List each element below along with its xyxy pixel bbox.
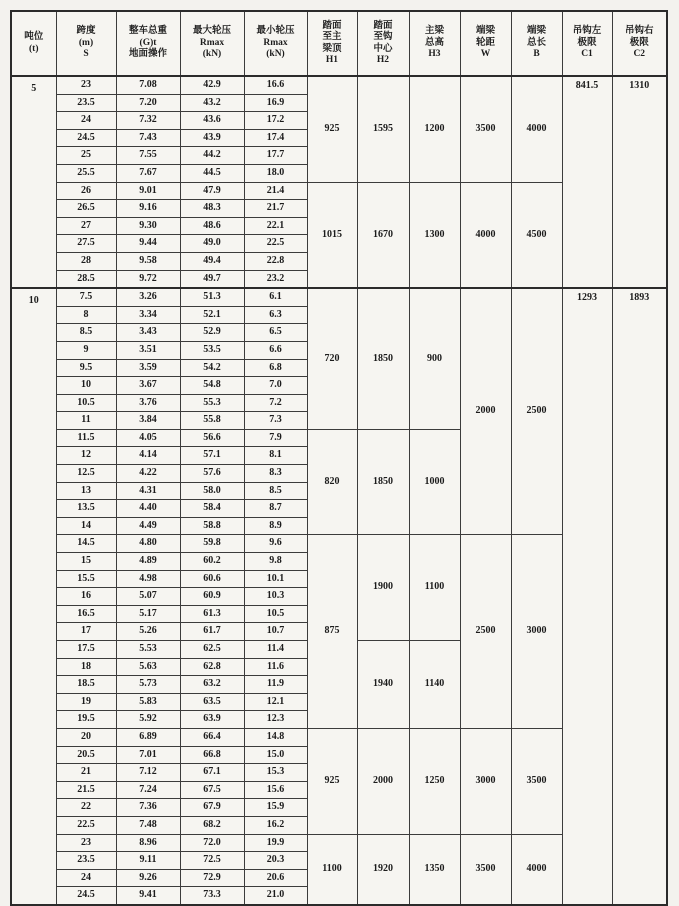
column-header-max-wheel-load: [180, 11, 244, 76]
column-header-min-wheel-load: [244, 11, 307, 76]
total-weight-value: 9.41: [116, 887, 180, 905]
column-header-h2: [357, 11, 409, 76]
max-wheel-load-value: 51.3: [180, 288, 244, 306]
w-value: 3000: [460, 728, 511, 834]
c2-value: 1893: [612, 288, 667, 905]
min-wheel-load-value: 16.2: [244, 816, 307, 834]
max-wheel-load-value: 67.9: [180, 799, 244, 817]
span-value: 13: [56, 482, 116, 500]
table-row: [11, 288, 667, 306]
min-wheel-load-value: 7.2: [244, 394, 307, 412]
max-wheel-load-value: 43.9: [180, 129, 244, 147]
total-weight-value: 3.34: [116, 306, 180, 324]
total-weight-value: 7.24: [116, 781, 180, 799]
header-line: 梁顶: [322, 43, 342, 54]
span-value: 16: [56, 588, 116, 606]
span-value: 27.5: [56, 235, 116, 253]
min-wheel-load-value: 8.3: [244, 465, 307, 483]
total-weight-value: 7.36: [116, 799, 180, 817]
c2-value: 1310: [612, 76, 667, 288]
total-weight-value: 9.01: [116, 182, 180, 200]
h3-value: 1250: [409, 728, 460, 834]
span-value: 18.5: [56, 676, 116, 694]
max-wheel-load-value: 43.6: [180, 112, 244, 130]
max-wheel-load-value: 72.0: [180, 834, 244, 852]
total-weight-value: 4.31: [116, 482, 180, 500]
b-value: 3500: [511, 728, 562, 834]
max-wheel-load-value: 52.1: [180, 306, 244, 324]
min-wheel-load-value: 20.3: [244, 852, 307, 870]
header-line: (kN): [266, 49, 285, 60]
header-line: W: [480, 49, 491, 60]
min-wheel-load-value: 6.5: [244, 324, 307, 342]
max-wheel-load-value: 73.3: [180, 887, 244, 905]
total-weight-value: 4.14: [116, 447, 180, 465]
max-wheel-load-value: 55.8: [180, 412, 244, 430]
min-wheel-load-value: 7.0: [244, 377, 307, 395]
header-line: Rmax: [199, 37, 225, 48]
min-wheel-load-value: 21.7: [244, 200, 307, 218]
total-weight-value: 7.43: [116, 129, 180, 147]
span-value: 17.5: [56, 641, 116, 659]
max-wheel-load-value: 54.8: [180, 377, 244, 395]
header-line: 总高: [424, 37, 444, 48]
total-weight-value: 9.44: [116, 235, 180, 253]
min-wheel-load-value: 6.8: [244, 359, 307, 377]
span-value: 8: [56, 306, 116, 324]
span-value: 9: [56, 341, 116, 359]
min-wheel-load-value: 22.5: [244, 235, 307, 253]
span-value: 10.5: [56, 394, 116, 412]
min-wheel-load-value: 6.1: [244, 288, 307, 306]
header-line: C2: [633, 49, 646, 60]
total-weight-value: 7.55: [116, 147, 180, 165]
min-wheel-load-value: 23.2: [244, 270, 307, 288]
column-header-b: [511, 11, 562, 76]
min-wheel-load-value: 16.9: [244, 94, 307, 112]
min-wheel-load-value: 11.6: [244, 658, 307, 676]
h3-value: 1300: [409, 182, 460, 288]
min-wheel-load-value: 15.9: [244, 799, 307, 817]
total-weight-value: 3.26: [116, 288, 180, 306]
total-weight-value: 7.20: [116, 94, 180, 112]
total-weight-value: 3.84: [116, 412, 180, 430]
min-wheel-load-value: 19.9: [244, 834, 307, 852]
header-line: 极限: [629, 37, 649, 48]
span-value: 19: [56, 693, 116, 711]
span-value: 14: [56, 517, 116, 535]
header-line: H3: [428, 49, 441, 60]
max-wheel-load-value: 59.8: [180, 535, 244, 553]
span-value: 7.5: [56, 288, 116, 306]
header-line: 踏面: [373, 20, 393, 31]
span-value: 21.5: [56, 781, 116, 799]
total-weight-value: 5.07: [116, 588, 180, 606]
span-value: 24: [56, 869, 116, 887]
max-wheel-load-value: 60.9: [180, 588, 244, 606]
h1-value: 1100: [307, 834, 357, 905]
header-line: 跨度: [76, 26, 96, 37]
h2-value: 1850: [357, 429, 409, 535]
min-wheel-load-value: 7.9: [244, 429, 307, 447]
header-row: [11, 11, 667, 76]
span-value: 25.5: [56, 164, 116, 182]
b-value: 4000: [511, 76, 562, 182]
max-wheel-load-value: 68.2: [180, 816, 244, 834]
total-weight-value: 5.73: [116, 676, 180, 694]
max-wheel-load-value: 72.5: [180, 852, 244, 870]
min-wheel-load-value: 15.3: [244, 764, 307, 782]
min-wheel-load-value: 9.8: [244, 553, 307, 571]
max-wheel-load-value: 63.9: [180, 711, 244, 729]
max-wheel-load-value: 62.5: [180, 641, 244, 659]
total-weight-value: 4.49: [116, 517, 180, 535]
w-value: 3500: [460, 834, 511, 905]
span-value: 11: [56, 412, 116, 430]
max-wheel-load-value: 49.7: [180, 270, 244, 288]
min-wheel-load-value: 6.3: [244, 306, 307, 324]
span-value: 24.5: [56, 129, 116, 147]
max-wheel-load-value: 43.2: [180, 94, 244, 112]
total-weight-value: 4.22: [116, 465, 180, 483]
span-value: 18: [56, 658, 116, 676]
span-value: 15.5: [56, 570, 116, 588]
total-weight-value: 7.08: [116, 76, 180, 94]
span-value: 28: [56, 252, 116, 270]
max-wheel-load-value: 62.8: [180, 658, 244, 676]
header-line: Rmax: [263, 37, 288, 48]
max-wheel-load-value: 58.4: [180, 500, 244, 518]
span-value: 26: [56, 182, 116, 200]
span-value: 12: [56, 447, 116, 465]
h3-value: 1200: [409, 76, 460, 182]
min-wheel-load-value: 12.1: [244, 693, 307, 711]
max-wheel-load-value: 48.3: [180, 200, 244, 218]
total-weight-value: 4.40: [116, 500, 180, 518]
max-wheel-load-value: 57.6: [180, 465, 244, 483]
max-wheel-load-value: 55.3: [180, 394, 244, 412]
span-value: 26.5: [56, 200, 116, 218]
span-value: 23.5: [56, 852, 116, 870]
column-header-tonnage: [11, 11, 56, 76]
span-value: 22: [56, 799, 116, 817]
column-header-h1: [307, 11, 357, 76]
span-value: 24: [56, 112, 116, 130]
total-weight-value: 7.12: [116, 764, 180, 782]
span-value: 15: [56, 553, 116, 571]
total-weight-value: 5.92: [116, 711, 180, 729]
header-line: 最小轮压: [256, 26, 295, 37]
h1-value: 925: [307, 728, 357, 834]
min-wheel-load-value: 22.1: [244, 217, 307, 235]
max-wheel-load-value: 52.9: [180, 324, 244, 342]
min-wheel-load-value: 7.3: [244, 412, 307, 430]
total-weight-value: 3.67: [116, 377, 180, 395]
total-weight-value: 7.01: [116, 746, 180, 764]
max-wheel-load-value: 48.6: [180, 217, 244, 235]
max-wheel-load-value: 63.5: [180, 693, 244, 711]
total-weight-value: 4.05: [116, 429, 180, 447]
header-line: 轮距: [475, 37, 495, 48]
header-line: S: [83, 49, 89, 60]
max-wheel-load-value: 66.8: [180, 746, 244, 764]
min-wheel-load-value: 22.8: [244, 252, 307, 270]
w-value: 3500: [460, 76, 511, 182]
span-value: 22.5: [56, 816, 116, 834]
max-wheel-load-value: 61.3: [180, 605, 244, 623]
span-value: 23: [56, 834, 116, 852]
b-value: 4500: [511, 182, 562, 288]
tonnage-value: 10: [11, 288, 56, 905]
h2-value: 1850: [357, 288, 409, 429]
total-weight-value: 9.26: [116, 869, 180, 887]
c1-value: 1293: [562, 288, 612, 905]
total-weight-value: 5.63: [116, 658, 180, 676]
w-value: 2500: [460, 535, 511, 729]
spec-table-body: [11, 76, 667, 905]
max-wheel-load-value: 58.0: [180, 482, 244, 500]
min-wheel-load-value: 21.4: [244, 182, 307, 200]
h2-value: 1900: [357, 535, 409, 641]
total-weight-value: 6.89: [116, 728, 180, 746]
max-wheel-load-value: 49.0: [180, 235, 244, 253]
span-value: 12.5: [56, 465, 116, 483]
max-wheel-load-value: 54.2: [180, 359, 244, 377]
crane-spec-table: [10, 10, 668, 906]
total-weight-value: 9.16: [116, 200, 180, 218]
tonnage-value: 5: [11, 76, 56, 288]
h2-value: 2000: [357, 728, 409, 834]
total-weight-value: 5.83: [116, 693, 180, 711]
header-line: B: [533, 49, 540, 60]
min-wheel-load-value: 20.6: [244, 869, 307, 887]
total-weight-value: 5.26: [116, 623, 180, 641]
span-value: 16.5: [56, 605, 116, 623]
span-value: 19.5: [56, 711, 116, 729]
w-value: 2000: [460, 288, 511, 535]
h1-value: 1015: [307, 182, 357, 288]
min-wheel-load-value: 6.6: [244, 341, 307, 359]
span-value: 17: [56, 623, 116, 641]
span-value: 11.5: [56, 429, 116, 447]
span-value: 23: [56, 76, 116, 94]
span-value: 13.5: [56, 500, 116, 518]
total-weight-value: 3.59: [116, 359, 180, 377]
header-line: 至主: [322, 32, 342, 42]
min-wheel-load-value: 18.0: [244, 164, 307, 182]
max-wheel-load-value: 63.2: [180, 676, 244, 694]
max-wheel-load-value: 56.6: [180, 429, 244, 447]
total-weight-value: 9.11: [116, 852, 180, 870]
total-weight-value: 5.17: [116, 605, 180, 623]
total-weight-value: 7.32: [116, 112, 180, 130]
h2-value: 1595: [357, 76, 409, 182]
span-value: 21: [56, 764, 116, 782]
min-wheel-load-value: 8.1: [244, 447, 307, 465]
min-wheel-load-value: 15.0: [244, 746, 307, 764]
header-line: 至钩: [373, 32, 393, 42]
min-wheel-load-value: 17.7: [244, 147, 307, 165]
b-value: 2500: [511, 288, 562, 535]
total-weight-value: 9.72: [116, 270, 180, 288]
min-wheel-load-value: 12.3: [244, 711, 307, 729]
span-value: 28.5: [56, 270, 116, 288]
max-wheel-load-value: 61.7: [180, 623, 244, 641]
span-value: 24.5: [56, 887, 116, 905]
header-line: 主梁: [424, 26, 444, 37]
h1-value: 720: [307, 288, 357, 429]
header-line: 地面操作: [128, 49, 167, 60]
max-wheel-load-value: 58.8: [180, 517, 244, 535]
h2-value: 1920: [357, 834, 409, 905]
header-line: (G)t: [139, 37, 157, 48]
header-line: 最大轮压: [192, 26, 231, 37]
span-value: 20: [56, 728, 116, 746]
header-line: C1: [581, 49, 593, 60]
span-value: 9.5: [56, 359, 116, 377]
max-wheel-load-value: 44.2: [180, 147, 244, 165]
min-wheel-load-value: 10.3: [244, 588, 307, 606]
max-wheel-load-value: 47.9: [180, 182, 244, 200]
header-line: H1: [325, 55, 339, 65]
b-value: 4000: [511, 834, 562, 905]
min-wheel-load-value: 8.5: [244, 482, 307, 500]
total-weight-value: 3.76: [116, 394, 180, 412]
table-row: [11, 76, 667, 94]
header-line: 端梁: [475, 26, 495, 37]
b-value: 3000: [511, 535, 562, 729]
total-weight-value: 5.53: [116, 641, 180, 659]
min-wheel-load-value: 8.7: [244, 500, 307, 518]
spec-table-header: [11, 11, 667, 76]
header-line: 端梁: [526, 26, 546, 37]
header-line: 总长: [526, 37, 546, 48]
total-weight-value: 9.30: [116, 217, 180, 235]
column-header-w: [460, 11, 511, 76]
w-value: 4000: [460, 182, 511, 288]
h2-value: 1670: [357, 182, 409, 288]
column-header-total-weight: [116, 11, 180, 76]
max-wheel-load-value: 44.5: [180, 164, 244, 182]
total-weight-value: 9.58: [116, 252, 180, 270]
max-wheel-load-value: 53.5: [180, 341, 244, 359]
h3-value: 1000: [409, 429, 460, 535]
span-value: 27: [56, 217, 116, 235]
header-line: 极限: [577, 37, 597, 48]
h3-value: 1140: [409, 641, 460, 729]
span-value: 14.5: [56, 535, 116, 553]
min-wheel-load-value: 8.9: [244, 517, 307, 535]
max-wheel-load-value: 60.6: [180, 570, 244, 588]
max-wheel-load-value: 60.2: [180, 553, 244, 571]
span-value: 10: [56, 377, 116, 395]
header-line: 吊钩左: [572, 26, 602, 37]
header-line: H2: [376, 55, 390, 65]
h1-value: 875: [307, 535, 357, 729]
header-line: (t): [29, 43, 39, 54]
max-wheel-load-value: 42.9: [180, 76, 244, 94]
max-wheel-load-value: 67.5: [180, 781, 244, 799]
column-header-c1: [562, 11, 612, 76]
min-wheel-load-value: 16.6: [244, 76, 307, 94]
max-wheel-load-value: 66.4: [180, 728, 244, 746]
min-wheel-load-value: 21.0: [244, 887, 307, 905]
min-wheel-load-value: 10.1: [244, 570, 307, 588]
span-value: 25: [56, 147, 116, 165]
min-wheel-load-value: 11.4: [244, 641, 307, 659]
total-weight-value: 7.48: [116, 816, 180, 834]
min-wheel-load-value: 17.4: [244, 129, 307, 147]
h3-value: 1100: [409, 535, 460, 641]
h3-value: 1350: [409, 834, 460, 905]
min-wheel-load-value: 15.6: [244, 781, 307, 799]
total-weight-value: 7.67: [116, 164, 180, 182]
total-weight-value: 4.98: [116, 570, 180, 588]
c1-value: 841.5: [562, 76, 612, 288]
header-line: 中心: [373, 43, 393, 54]
max-wheel-load-value: 67.1: [180, 764, 244, 782]
h3-value: 900: [409, 288, 460, 429]
min-wheel-load-value: 17.2: [244, 112, 307, 130]
max-wheel-load-value: 72.9: [180, 869, 244, 887]
min-wheel-load-value: 11.9: [244, 676, 307, 694]
header-line: (m): [78, 37, 94, 48]
max-wheel-load-value: 57.1: [180, 447, 244, 465]
min-wheel-load-value: 10.5: [244, 605, 307, 623]
column-header-c2: [612, 11, 667, 76]
h1-value: 925: [307, 76, 357, 182]
total-weight-value: 4.80: [116, 535, 180, 553]
max-wheel-load-value: 49.4: [180, 252, 244, 270]
column-header-h3: [409, 11, 460, 76]
min-wheel-load-value: 10.7: [244, 623, 307, 641]
header-line: 整车总重: [128, 26, 167, 37]
span-value: 23.5: [56, 94, 116, 112]
h1-value: 820: [307, 429, 357, 535]
total-weight-value: 8.96: [116, 834, 180, 852]
header-line: 踏面: [322, 20, 342, 31]
header-line: 吊钩右: [624, 26, 654, 37]
header-line: 吨位: [24, 32, 44, 42]
span-value: 8.5: [56, 324, 116, 342]
total-weight-value: 3.51: [116, 341, 180, 359]
header-line: (kN): [202, 49, 222, 60]
span-value: 20.5: [56, 746, 116, 764]
min-wheel-load-value: 14.8: [244, 728, 307, 746]
h2-value: 1940: [357, 641, 409, 729]
column-header-span: [56, 11, 116, 76]
total-weight-value: 4.89: [116, 553, 180, 571]
total-weight-value: 3.43: [116, 324, 180, 342]
min-wheel-load-value: 9.6: [244, 535, 307, 553]
